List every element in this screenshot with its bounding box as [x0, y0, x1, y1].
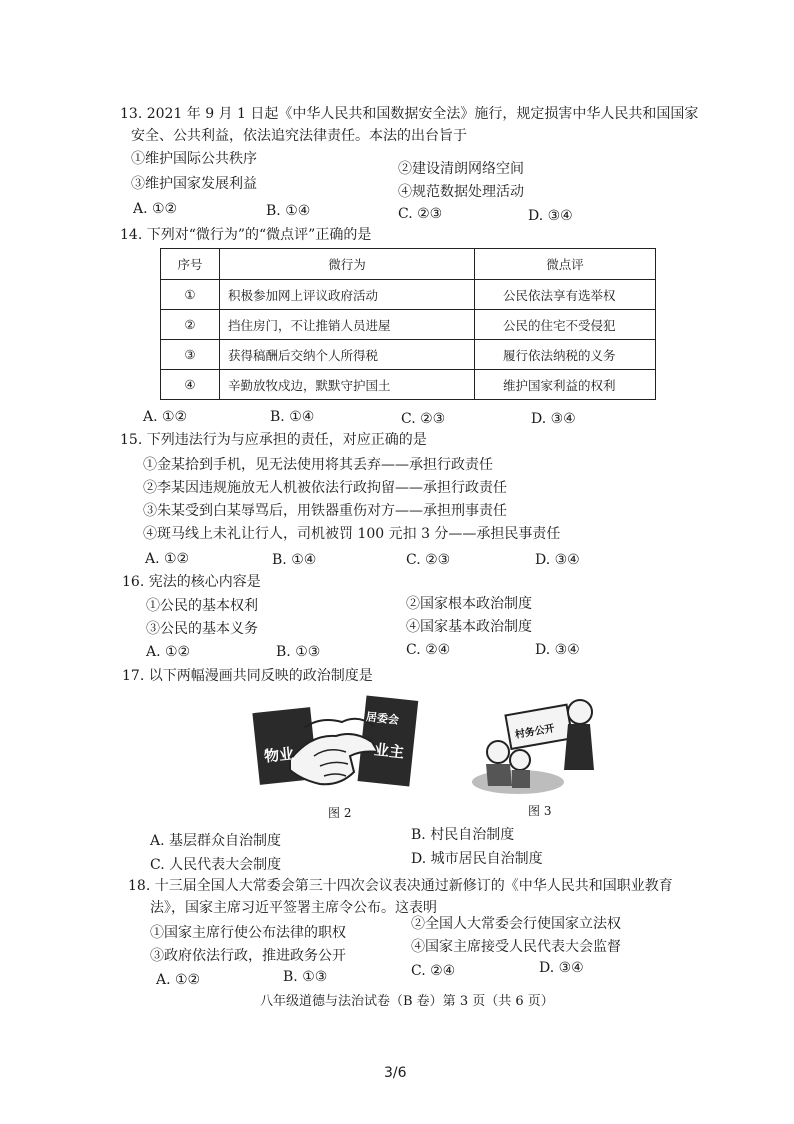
table-cell: 公民的住宅不受侵犯 — [475, 310, 656, 340]
q18-stem-line1: 18. 十三届全国人大常委会第三十四次会议表决通过新修订的《中华人民共和国职业教育 — [128, 878, 673, 894]
q14-stem: 14. 下列对“微行为”的“微点评”正确的是 — [120, 227, 372, 243]
table-cell: 积极参加网上评议政府活动 — [220, 280, 475, 310]
q16-item-2: ②国家根本政治制度 — [406, 596, 532, 612]
q15-choice-a: A. ①② — [145, 551, 190, 567]
table-cell: 维护国家利益的权利 — [475, 370, 656, 400]
q15-stem: 15. 下列违法行为与应承担的责任，对应正确的是 — [120, 432, 427, 448]
q16-item-1: ①公民的基本权利 — [146, 598, 258, 614]
table-cell: 履行依法纳税的义务 — [475, 340, 656, 370]
q16-item-3: ③公民的基本义务 — [146, 621, 258, 637]
q14-choice-c: C. ②③ — [401, 411, 446, 427]
q18-item-1: ①国家主席行使公布法律的职权 — [150, 925, 346, 941]
table-cell: 获得稿酬后交纳个人所得税 — [220, 340, 475, 370]
page-footer: 八年级道德与法治试卷（B 卷）第 3 页（共 6 页） — [260, 994, 554, 1009]
q15-item-3: ③朱某受到白某辱骂后，用铁器重伤对方——承担刑事责任 — [143, 503, 507, 519]
q18-stem-line2: 法》，国家主席习近平签署主席令公布。这表明 — [150, 900, 437, 916]
q18-choice-c: C. ②④ — [411, 963, 456, 979]
q13-stem-line1: 13. 2021 年 9 月 1 日起《中华人民共和国数据安全法》施行，规定损害中华人民共和国国家 — [120, 106, 699, 122]
table-row — [161, 370, 656, 400]
q16-choice-a: A. ①② — [146, 644, 191, 660]
figure-3-caption: 图 3 — [528, 804, 552, 818]
q18-choice-d: D. ③④ — [539, 960, 584, 976]
q14-choice-a: A. ①② — [143, 409, 188, 425]
table-row — [161, 280, 656, 310]
q18-item-4: ④国家主席接受人民代表大会监督 — [411, 939, 621, 955]
q13-choice-a: A. ①② — [133, 201, 178, 217]
q15-item-4: ④斑马线上未礼让行人，司机被罚 100 元扣 3 分——承担民事责任 — [143, 526, 561, 542]
table-cell: 挡住房门，不让推销人员进屋 — [220, 310, 475, 340]
table-header-cell: 序号 — [161, 249, 220, 280]
q17-choice-c: C. 人民代表大会制度 — [150, 857, 282, 873]
table-header-cell: 微点评 — [475, 249, 656, 280]
q13-item-2: ②建设清朗网络空间 — [398, 161, 524, 177]
q14-choice-d: D. ③④ — [531, 411, 576, 427]
q13-item-1: ①维护国际公共秩序 — [131, 151, 257, 167]
table-cell: ① — [161, 280, 220, 310]
q15-choice-c: C. ②③ — [406, 552, 451, 568]
figure-3-label-cunwugongkai: 村务公开 — [514, 723, 556, 742]
q17-choice-a: A. 基层群众自治制度 — [150, 833, 282, 849]
table-cell: ② — [161, 310, 220, 340]
figure-2-label-wuye: 物业 — [263, 744, 295, 766]
q13-choice-c: C. ②③ — [398, 206, 443, 222]
q17-choice-d: D. 城市居民自治制度 — [411, 851, 543, 867]
q13-choice-b: B. ①④ — [266, 203, 311, 219]
q15-choice-b: B. ①④ — [272, 552, 317, 568]
q16-choice-b: B. ①③ — [276, 644, 321, 660]
table-header-row — [161, 249, 656, 280]
q13-item-3: ③维护国家发展利益 — [131, 176, 257, 192]
q13-choice-d: D. ③④ — [528, 208, 573, 224]
table-header-cell: 微行为 — [220, 249, 475, 280]
q14-choice-b: B. ①④ — [270, 409, 315, 425]
table-cell: ④ — [161, 370, 220, 400]
q14-table — [160, 248, 656, 400]
figure-2-handshake-cartoon — [250, 690, 420, 802]
q16-stem: 16. 宪法的核心内容是 — [122, 574, 261, 590]
page-number: 3/6 — [384, 1065, 407, 1081]
table-cell: ③ — [161, 340, 220, 370]
q13-item-4: ④规范数据处理活动 — [398, 184, 524, 200]
q16-choice-c: C. ②④ — [406, 642, 451, 658]
table-cell: 辛勤放牧戍边，默默守护国土 — [220, 370, 475, 400]
q16-item-4: ④国家基本政治制度 — [406, 619, 532, 635]
table-row — [161, 340, 656, 370]
figure-2-caption: 图 2 — [328, 806, 352, 820]
q18-item-3: ③政府依法行政，推进政务公开 — [150, 948, 346, 964]
q13-stem-line2: 安全、公共利益，依法追究法律责任。本法的出台旨于 — [131, 128, 467, 144]
q15-item-2: ②李某因违规施放无人机被依法行政拘留——承担行政责任 — [143, 480, 507, 496]
q18-item-2: ②全国人大常委会行使国家立法权 — [411, 916, 621, 932]
q17-stem: 17. 以下两幅漫画共同反映的政治制度是 — [122, 668, 373, 684]
figure-2-label-yezhu: 业主 — [373, 740, 405, 762]
q16-choice-d: D. ③④ — [535, 642, 580, 658]
q15-choice-d: D. ③④ — [535, 552, 580, 568]
q17-choice-b: B. 村民自治制度 — [411, 827, 515, 843]
figure-2-label-juweihui: 居委会 — [365, 710, 400, 727]
table-cell: 公民依法享有选举权 — [475, 280, 656, 310]
figure-3-village-cartoon — [468, 690, 608, 802]
q15-item-1: ①金某拾到手机，见无法使用将其丢弃——承担行政责任 — [143, 457, 493, 473]
q18-choice-b: B. ①③ — [283, 969, 328, 985]
q18-choice-a: A. ①② — [156, 972, 201, 988]
table-row — [161, 310, 656, 340]
